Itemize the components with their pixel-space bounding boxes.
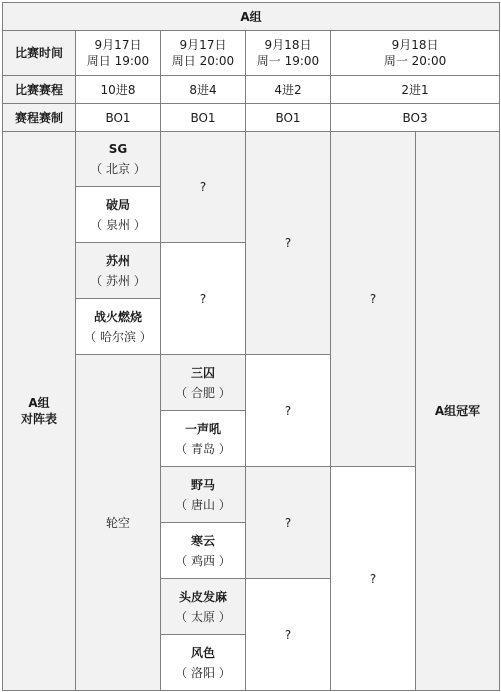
- match-time-2: [161, 31, 246, 76]
- team-cell: [76, 299, 161, 355]
- placeholder-r2-1: ?: [161, 132, 246, 243]
- match-clock: 周一 19:00: [256, 54, 320, 68]
- format-4: BO3: [331, 104, 500, 132]
- match-clock: 周一 20:00: [383, 54, 447, 68]
- bracket-label: [3, 132, 76, 691]
- team-city: （ 太原 ）: [175, 609, 231, 624]
- match-time-3: [246, 31, 331, 76]
- placeholder-r2-2: ?: [161, 243, 246, 355]
- team-city: （ 哈尔滨 ）: [84, 329, 152, 344]
- team-cell: [161, 411, 246, 467]
- match-date: 9月17日: [179, 38, 227, 52]
- bracket-table: [2, 2, 500, 691]
- team-city: （ 泉州 ）: [90, 217, 146, 232]
- placeholder-r3-3: ?: [246, 467, 331, 579]
- team-cell: [161, 635, 246, 691]
- team-city: （ 青岛 ）: [175, 441, 231, 456]
- team-cell: [161, 355, 246, 411]
- row-label-format: 赛程赛制: [3, 104, 76, 132]
- bracket-label-line1: A组: [28, 396, 50, 410]
- match-clock: 周日 20:00: [171, 54, 235, 68]
- format-2: BO1: [161, 104, 246, 132]
- team-city: （ 洛阳 ）: [175, 665, 231, 680]
- format-1: BO1: [76, 104, 161, 132]
- team-cell: [76, 187, 161, 243]
- team-name: 野马: [190, 477, 215, 492]
- team-name: 风色: [190, 645, 215, 660]
- row-label-stage: 比赛赛程: [3, 76, 76, 104]
- placeholder-r4-2: ?: [331, 467, 416, 691]
- bracket-label-line2: 对阵表: [20, 412, 57, 426]
- placeholder-r4-1: ?: [331, 132, 416, 467]
- team-city: （ 唐山 ）: [175, 497, 231, 512]
- team-cell: [161, 467, 246, 523]
- team-city: （ 鸡西 ）: [175, 553, 231, 568]
- team-name: 战火燃烧: [93, 309, 142, 324]
- team-city: （ 北京 ）: [90, 162, 146, 176]
- team-cell: [161, 523, 246, 579]
- team-city: （ 合肥 ）: [175, 385, 231, 400]
- stage-1: 10进8: [76, 76, 161, 104]
- team-cell: [76, 132, 161, 187]
- match-time-1: [76, 31, 161, 76]
- champion-label: A组冠军: [416, 132, 500, 691]
- placeholder-r3-1: ?: [246, 132, 331, 355]
- placeholder-r3-4: ?: [246, 579, 331, 691]
- stage-4: 2进1: [331, 76, 500, 104]
- team-name: 寒云: [190, 533, 215, 548]
- stage-2: 8进4: [161, 76, 246, 104]
- team-name: 一声吼: [184, 421, 221, 436]
- team-name: 破局: [105, 197, 130, 212]
- match-time-4: [331, 31, 500, 76]
- stage-3: 4进2: [246, 76, 331, 104]
- bye-cell: 轮空: [76, 355, 161, 691]
- team-name: SG: [108, 142, 128, 156]
- match-date: 9月18日: [264, 38, 312, 52]
- team-name: 苏州: [105, 253, 130, 268]
- group-title: A组: [3, 3, 500, 31]
- team-city: （ 苏州 ）: [90, 273, 146, 288]
- match-date: 9月17日: [94, 38, 142, 52]
- format-3: BO1: [246, 104, 331, 132]
- match-clock: 周日 19:00: [86, 54, 150, 68]
- team-name: 头皮发麻: [178, 589, 227, 604]
- row-label-time: 比赛时间: [3, 31, 76, 76]
- placeholder-r3-2: ?: [246, 355, 331, 467]
- team-cell: [161, 579, 246, 635]
- team-cell: [76, 243, 161, 299]
- match-date: 9月18日: [391, 38, 439, 52]
- team-name: 三囚: [190, 365, 215, 380]
